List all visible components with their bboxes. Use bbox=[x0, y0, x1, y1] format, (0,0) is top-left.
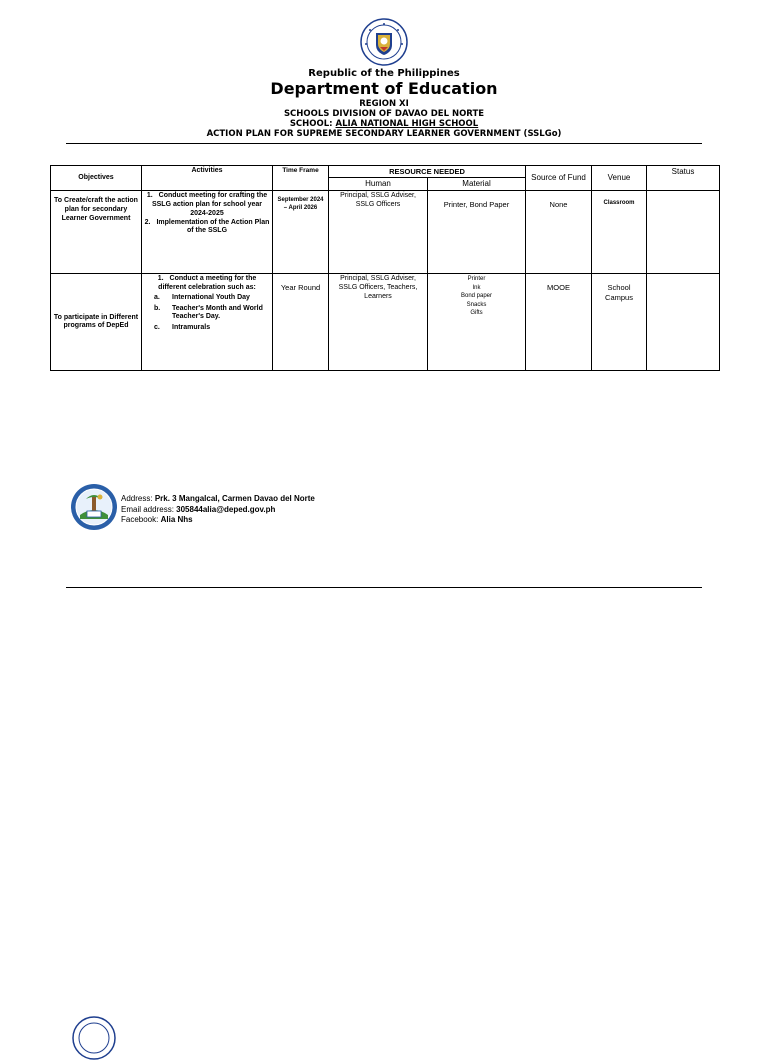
col-header-activities: Activities bbox=[142, 166, 273, 191]
action-plan-table bbox=[50, 165, 720, 371]
human-resource-cell: Principal, SSLG Adviser, SSLG Officers, Teachers, Learners bbox=[329, 274, 428, 371]
fund-cell: None bbox=[526, 191, 592, 274]
activities-cell bbox=[142, 191, 273, 274]
activity-subitem: a. International Youth Day bbox=[154, 293, 250, 301]
col-header-venue: Venue bbox=[592, 166, 647, 191]
table-header-row bbox=[51, 166, 720, 178]
status-cell bbox=[647, 191, 720, 274]
address-line: Address: Prk. 3 Mangalcal, Carmen Davao del Norte bbox=[121, 494, 315, 503]
venue-cell: School Campus bbox=[592, 274, 647, 371]
activities-cell bbox=[142, 274, 273, 371]
material-resource-cell bbox=[428, 274, 526, 371]
table-row bbox=[51, 274, 720, 371]
col-header-resource-needed: RESOURCE NEEDED bbox=[329, 166, 526, 178]
activity-subitem: b. Teacher's Month and World Teacher's Day. bbox=[154, 304, 263, 321]
activity-item: 2. Implementation of the Action Plan of the SSLG bbox=[144, 218, 270, 235]
activity-item: 1. Conduct a meeting for the different celebration such as: bbox=[157, 275, 257, 292]
school-logo-icon bbox=[70, 483, 118, 531]
material-item: Ink bbox=[472, 284, 481, 291]
header-divider bbox=[66, 143, 702, 144]
time-frame-cell: September 2024 – April 2026 bbox=[273, 191, 329, 274]
venue-cell: Classroom bbox=[592, 191, 647, 274]
school-contact-block bbox=[121, 494, 315, 526]
republic-heading: Republic of the Philippines bbox=[308, 68, 460, 79]
email-line: Email address: 305844alia@deped.gov.ph bbox=[121, 504, 276, 514]
plan-title: ACTION PLAN FOR SUPREME SECONDARY LEARNER GOVERNMENT (SSLGo) bbox=[206, 129, 562, 139]
material-item: Snacks bbox=[466, 301, 487, 308]
division-heading: SCHOOLS DIVISION OF DAVAO DEL NORTE bbox=[283, 109, 485, 119]
material-item: Bond paper bbox=[460, 293, 493, 300]
activity-item: 1. Conduct meeting for crafting the SSLG action plan for school year 2024-2025 bbox=[146, 192, 268, 217]
fund-cell: MOOE bbox=[526, 274, 592, 371]
deped-seal-icon bbox=[360, 18, 408, 66]
footer-divider bbox=[66, 587, 702, 588]
objective-cell: To Create/craft the action plan for secondary Learner Government bbox=[51, 191, 142, 274]
col-header-time-frame: Time Frame bbox=[273, 166, 329, 191]
material-item: Gifts bbox=[470, 310, 483, 317]
school-name: ALIA NATIONAL HIGH SCHOOL bbox=[335, 119, 479, 129]
deped-seal-icon bbox=[72, 1016, 116, 1060]
activity-subitem: c. Intramurals bbox=[154, 324, 211, 332]
human-resource-cell: Principal, SSLG Adviser, SSLG Officers bbox=[329, 191, 428, 274]
region-heading: REGION XI bbox=[359, 99, 409, 109]
time-frame-cell: Year Round bbox=[273, 274, 329, 371]
school-label: SCHOOL: bbox=[289, 119, 333, 129]
col-header-material: Material bbox=[428, 178, 526, 191]
material-resource-cell: Printer, Bond Paper bbox=[428, 191, 526, 274]
col-header-source-of-fund: Source of Fund bbox=[526, 166, 592, 191]
objective-cell: To participate in Different programs of DepEd bbox=[51, 274, 142, 371]
school-heading bbox=[0, 119, 768, 129]
status-cell bbox=[647, 274, 720, 371]
material-item: Printer bbox=[467, 276, 486, 283]
col-header-human: Human bbox=[329, 178, 428, 191]
table-row bbox=[51, 191, 720, 274]
col-header-objectives: Objectives bbox=[51, 166, 142, 191]
department-heading: Department of Education bbox=[270, 79, 498, 98]
facebook-line: Facebook: Alia Nhs bbox=[121, 515, 193, 524]
col-header-status: Status bbox=[647, 166, 720, 191]
